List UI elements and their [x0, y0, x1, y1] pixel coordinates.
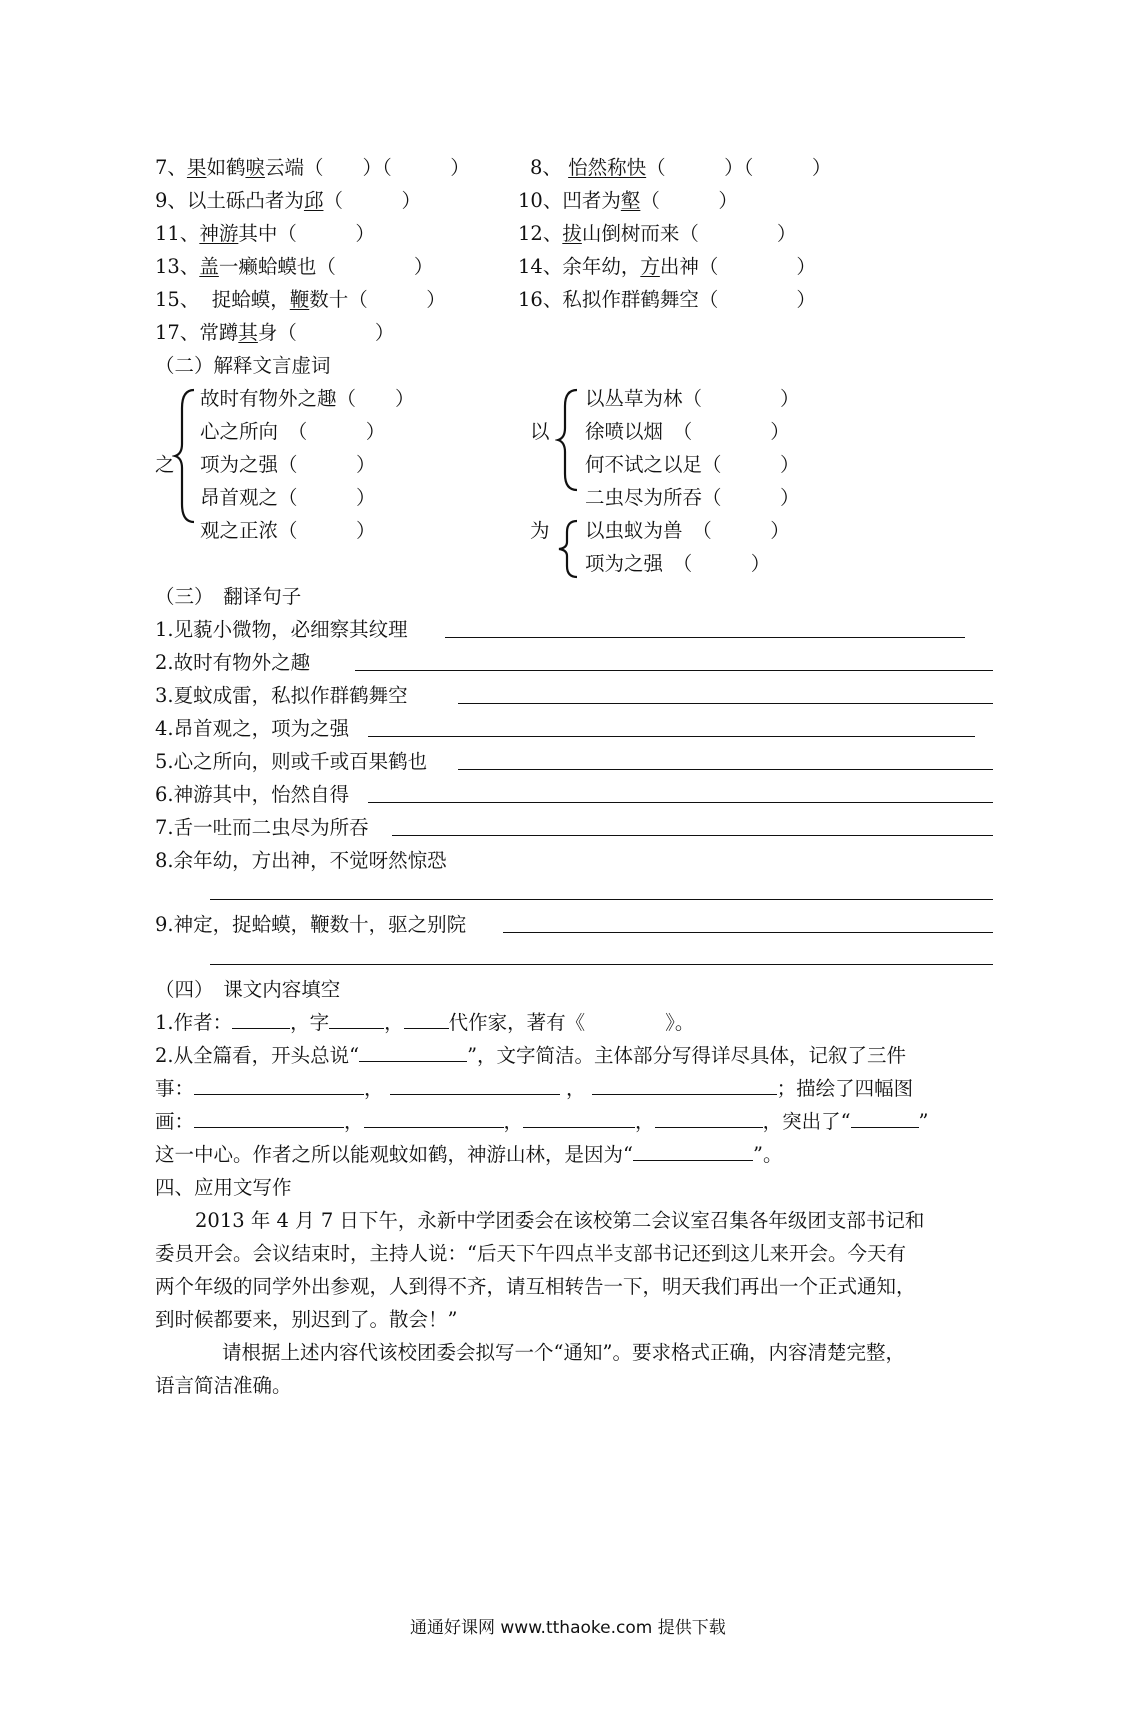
vocab-item-11: 11、神游其中（ ） — [155, 222, 375, 245]
zhi-brace — [172, 388, 198, 524]
translate-sentence: 6.神游其中，怡然自得 — [155, 783, 350, 806]
answer-line — [458, 769, 993, 770]
vocab-item-10: 10、凹者为壑（ ） — [518, 189, 738, 212]
translate-sentence: 8.余年幼，方出神，不觉呀然惊恐 — [155, 849, 447, 872]
translate-sentence: 1.见藐小微物，必细察其纹理 — [155, 618, 408, 641]
vocab-item-8: 8、 怡然称快（ ）（ ） — [530, 156, 832, 179]
zhi-item: 故时有物外之趣（ ） — [200, 387, 415, 410]
answer-line — [368, 736, 975, 737]
yi-brace — [555, 388, 581, 492]
vocab-item-14: 14、余年幼，方出神（ ） — [518, 255, 816, 278]
writing-paragraph-line: 两个年级的同学外出参观，人到得不齐，请互相转告一下，明天我们再出一个正式通知， — [155, 1275, 916, 1298]
vocab-item-17: 17、常蹲其身（ ） — [155, 321, 395, 344]
wei-label: 为 — [530, 519, 550, 542]
answer-line — [458, 703, 993, 704]
translate-sentence: 5.心之所向，则或千或百果鹤也 — [155, 750, 428, 773]
writing-instruction-line: 请根据上述内容代该校团委会拟写一个“通知”。要求格式正确，内容清楚完整， — [222, 1341, 905, 1364]
answer-line — [445, 637, 965, 638]
fill-line-3: 事： ， ， ；描绘了四幅图 — [155, 1077, 914, 1100]
zhi-item: 项为之强（ ） — [200, 453, 376, 476]
answer-line — [503, 932, 993, 933]
fill-line-4: 画： ， ， ， ，突出了“ ” — [155, 1110, 929, 1133]
yi-item: 二虫尽为所吞（ ） — [585, 486, 800, 509]
writing-title: 四、应用文写作 — [155, 1176, 292, 1199]
wei-item: 以虫蚁为兽 （ ） — [585, 519, 790, 542]
answer-line — [368, 802, 993, 803]
translate-sentence: 4.昂首观之，项为之强 — [155, 717, 350, 740]
section4-title: （四） 课文内容填空 — [155, 978, 341, 1001]
zhi-item: 心之所向 （ ） — [200, 420, 386, 443]
zhi-item: 观之正浓（ ） — [200, 519, 376, 542]
vocab-item-16: 16、私拟作群鹤舞空（ ） — [518, 288, 816, 311]
yi-item: 徐喷以烟 （ ） — [585, 420, 790, 443]
answer-line — [210, 899, 993, 900]
answer-line — [210, 964, 993, 965]
vocab-item-15: 15、 捉蛤蟆，鞭数十（ ） — [155, 288, 446, 311]
wei-brace — [555, 518, 581, 580]
zhi-item: 昂首观之（ ） — [200, 486, 376, 509]
fill-line-5: 这一中心。作者之所以能观蚊如鹤，神游山林，是因为“ ”。 — [155, 1143, 783, 1166]
fill-line-2: 2.从全篇看，开头总说“ ”，文字简洁。主体部分写得详尽具体，记叙了三件 — [155, 1044, 907, 1067]
vocab-item-9: 9、以土砾凸者为邱（ ） — [155, 189, 421, 212]
translate-sentence: 2.故时有物外之趣 — [155, 651, 311, 674]
translate-sentence: 3.夏蚊成雷，私拟作群鹤舞空 — [155, 684, 408, 707]
yi-item: 以丛草为林（ ） — [585, 387, 800, 410]
translate-sentence: 9.神定，捉蛤蟆，鞭数十，驱之别院 — [155, 913, 467, 936]
translate-sentence: 7.舌一吐而二虫尽为所吞 — [155, 816, 369, 839]
answer-line — [355, 670, 993, 671]
fill-line-1: 1.作者： ，字 ， 代作家，著有《 》。 — [155, 1011, 695, 1034]
writing-paragraph-line: 委员开会。会议结束时，主持人说：“后天下午四点半支部书记还到这儿来开会。今天有 — [155, 1242, 906, 1265]
writing-instruction-line: 语言简洁准确。 — [155, 1374, 292, 1397]
vocab-item-7: 7、果如鹤唳云端（ ）（ ） — [155, 156, 470, 179]
section2-title: （二）解释文言虚词 — [155, 354, 331, 377]
answer-line — [392, 835, 993, 836]
footer-source: 通通好课网 www.tthaoke.com 提供下载 — [410, 1618, 726, 1638]
section3-title: （三） 翻译句子 — [155, 585, 302, 608]
writing-paragraph-line: 2013 年 4 月 7 日下午，永新中学团委会在该校第二会议室召集各年级团支部书记和 — [195, 1209, 925, 1232]
vocab-item-13: 13、盖一癞蛤蟆也（ ） — [155, 255, 434, 278]
wei-item: 项为之强 （ ） — [585, 552, 771, 575]
zhi-label: 之 — [155, 453, 175, 476]
writing-paragraph-line: 到时候都要来，别迟到了。散会！” — [155, 1308, 458, 1331]
yi-label: 以 — [530, 420, 550, 443]
vocab-item-12: 12、拔山倒树而来（ ） — [518, 222, 797, 245]
yi-item: 何不试之以足（ ） — [585, 453, 800, 476]
